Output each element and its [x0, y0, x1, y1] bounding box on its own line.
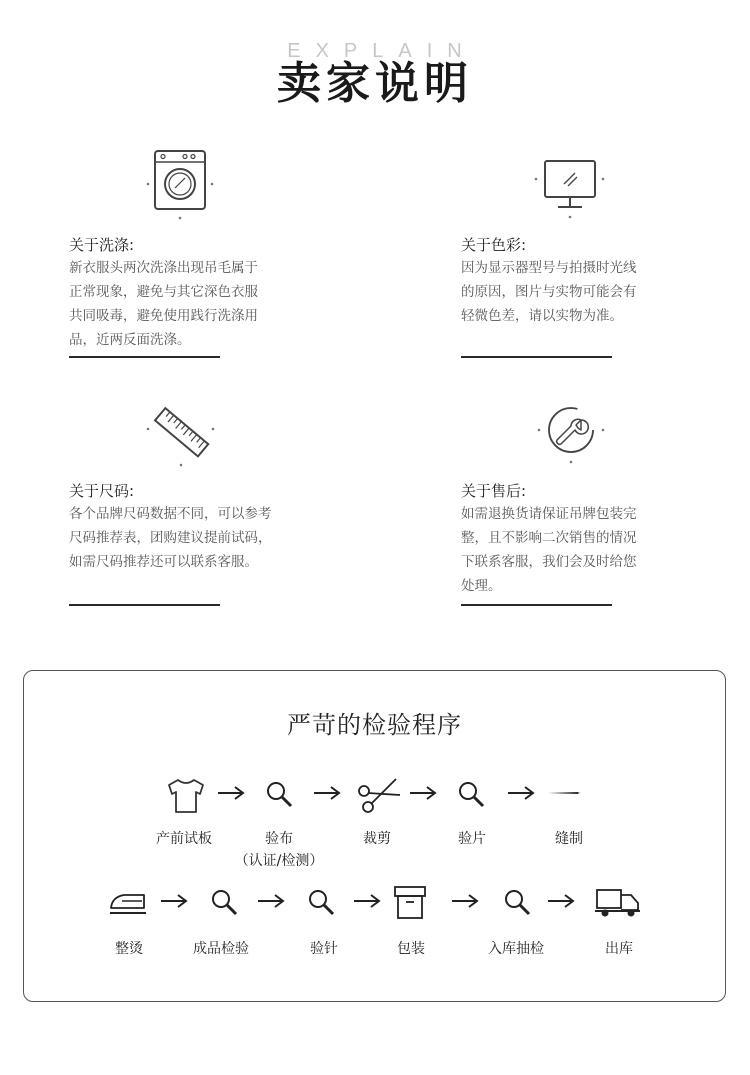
section-divider — [69, 356, 220, 358]
wrench-icon — [533, 400, 609, 470]
magnifier-icon — [456, 779, 486, 809]
arrow-right-icon — [256, 893, 286, 909]
scissors-icon — [356, 775, 402, 815]
text-line: 品，近两反面洗涤。 — [69, 332, 191, 348]
text-line: 因为显示器型号与拍摄时光线 — [461, 260, 637, 276]
inspection-process-panel — [23, 670, 726, 1002]
magnifier-icon — [502, 887, 532, 917]
arrow-right-icon — [546, 893, 576, 909]
step-label: 产前试板 — [156, 831, 212, 847]
process-title: 严苛的检验程序 — [287, 711, 462, 739]
magnifier-icon — [209, 887, 239, 917]
arrow-right-icon — [506, 785, 536, 801]
magnifier-icon — [264, 779, 294, 809]
header-english-watermark: EXPLAIN — [287, 40, 477, 62]
text-line: 的原因，图片与实物可能会有 — [461, 284, 637, 300]
page-title: 卖家说明 — [277, 58, 473, 109]
section-aftersales — [461, 395, 721, 625]
step-label: 缝制 — [555, 831, 583, 847]
section-aftersales-title: 关于售后: — [461, 482, 527, 500]
section-color-text — [461, 256, 701, 328]
text-line: 轻微色差，请以实物为准。 — [461, 308, 623, 324]
box-icon — [392, 883, 428, 921]
arrow-right-icon — [159, 893, 189, 909]
section-divider — [69, 604, 220, 606]
text-line: 如需尺码推荐还可以联系客服。 — [69, 554, 258, 570]
text-line: 尺码推荐表，团购建议提前试码， — [69, 530, 272, 546]
section-washing-text — [69, 256, 309, 352]
arrow-right-icon — [450, 893, 480, 909]
text-line: 新衣服头两次洗涤出现吊毛属于 — [69, 260, 258, 276]
section-color — [461, 140, 721, 370]
text-line: 处理。 — [461, 578, 502, 594]
section-color-title: 关于色彩: — [461, 236, 527, 254]
text-line: 下联系客服，我们会及时给您 — [461, 554, 637, 570]
tshirt-icon — [165, 776, 207, 816]
arrow-right-icon — [352, 893, 382, 909]
step-label: 出库 — [605, 941, 633, 957]
washing-machine-icon — [145, 148, 215, 220]
step-label: 入库抽检 — [488, 941, 544, 957]
section-divider — [461, 356, 612, 358]
step-label: 验针 — [310, 941, 338, 957]
section-size-title: 关于尺码: — [69, 482, 135, 500]
section-washing-title: 关于洗涤: — [69, 236, 135, 254]
truck-icon — [594, 885, 642, 919]
ruler-icon — [143, 399, 219, 469]
step-label: 验片 — [458, 831, 486, 847]
text-line: 如需退换货请保证吊牌包装完 — [461, 506, 637, 522]
magnifier-icon — [306, 887, 336, 917]
text-line: 整，且不影响二次销售的情况 — [461, 530, 637, 546]
monitor-icon — [533, 150, 607, 222]
arrow-right-icon — [216, 785, 246, 801]
step-label: 整烫 — [115, 941, 143, 957]
page-header — [0, 0, 750, 120]
step-label: 成品检验 — [193, 941, 249, 957]
step-label: 包装 — [397, 941, 425, 957]
step-sublabel: （认证/检测） — [234, 853, 324, 869]
section-size-text — [69, 502, 319, 574]
text-line: 共同吸毒，避免使用践行洗涤用 — [69, 308, 258, 324]
step-label: 裁剪 — [363, 831, 391, 847]
iron-icon — [108, 886, 150, 918]
text-line: 正常现象，避免与其它深色衣服 — [69, 284, 258, 300]
section-size — [69, 395, 329, 625]
text-line: 各个品牌尺码数据不同，可以参考 — [69, 506, 272, 522]
section-divider — [461, 604, 612, 606]
section-aftersales-text — [461, 502, 701, 598]
step-label: 验布 — [265, 831, 293, 847]
section-washing — [69, 140, 329, 370]
arrow-right-icon — [408, 785, 438, 801]
needle-icon — [546, 783, 586, 803]
arrow-right-icon — [312, 785, 342, 801]
